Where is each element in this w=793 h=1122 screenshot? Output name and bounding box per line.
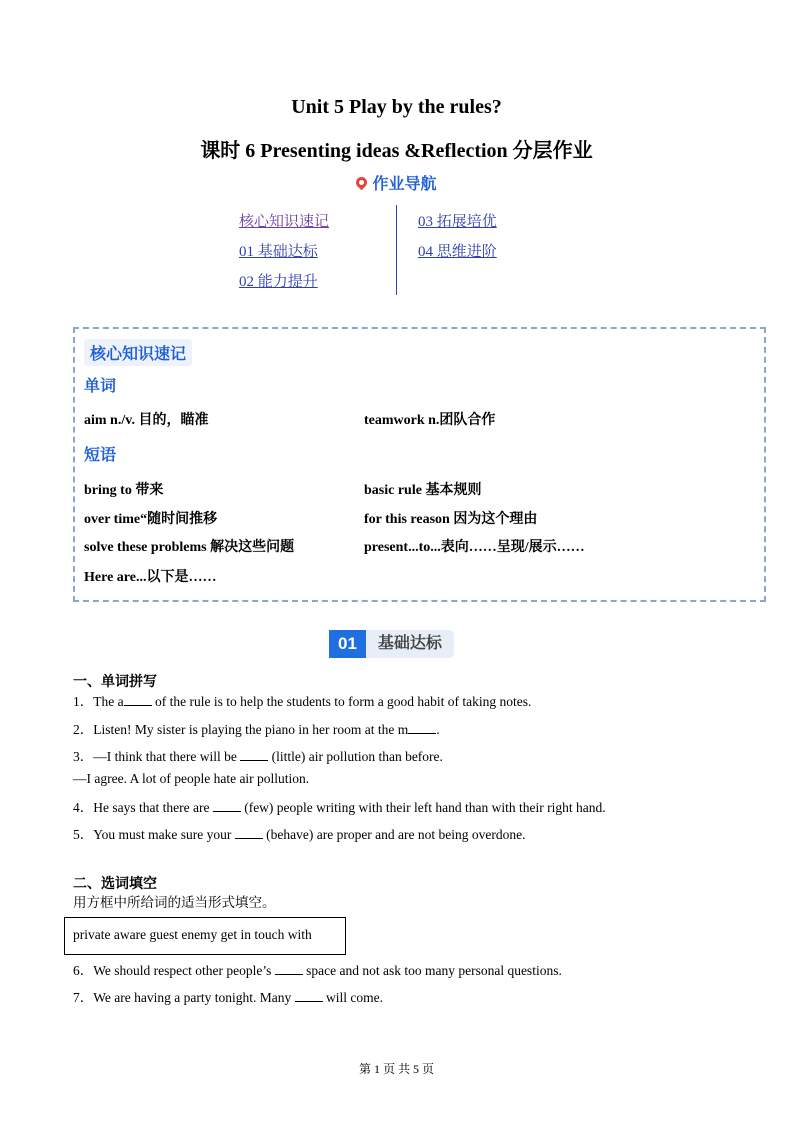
- phrase-item: basic rule 基本规则: [364, 483, 482, 498]
- question-5-text-a: 5．You must make sure your: [73, 827, 235, 842]
- answer-blank[interactable]: [235, 826, 263, 839]
- nav-link-thinking[interactable]: 04 思维进阶: [418, 244, 497, 260]
- phrases-heading: 短语: [84, 447, 117, 464]
- question-6: [73, 959, 562, 979]
- answer-blank[interactable]: [408, 721, 436, 734]
- phrase-item: Here are...以下是……: [84, 570, 217, 585]
- word-item: aim n./v. 目的，瞄准: [84, 413, 209, 428]
- answer-blank[interactable]: [275, 962, 303, 975]
- section-badge: [329, 630, 454, 658]
- question-1-text-b: of the rule is to help the students to form a good habit of taking notes.: [151, 694, 532, 709]
- part1-heading: 一、单词拼写: [73, 675, 157, 690]
- word-item: teamwork n.团队合作: [364, 413, 496, 428]
- answer-blank[interactable]: [213, 799, 241, 812]
- knowledge-heading: 核心知识速记: [84, 339, 192, 366]
- phrase-item: for this reason 因为这个理由: [364, 512, 538, 527]
- question-2-text-b: .: [436, 722, 440, 737]
- nav-divider: [396, 205, 397, 295]
- nav-link-core-knowledge[interactable]: 核心知识速记: [239, 214, 330, 230]
- section-number: 01: [329, 630, 366, 658]
- phrase-item: present...to...表向……呈现/展示……: [364, 540, 585, 555]
- lesson-title: 课时 6 Presenting ideas &Reflection 分层作业: [200, 140, 593, 162]
- section-title: 基础达标: [366, 630, 454, 658]
- question-5-text-b: (behave) are proper and are not being overdone.: [262, 827, 526, 842]
- phrase-item: over time“随时间推移: [84, 512, 218, 527]
- part2-heading: 二、选词填空: [73, 877, 157, 892]
- question-3: [73, 745, 443, 765]
- question-6-text-b: space and not ask too many personal questions.: [302, 963, 562, 978]
- answer-blank[interactable]: [295, 989, 323, 1002]
- page-number: 第 1 页 共 5 页: [358, 1062, 434, 1076]
- unit-title: Unit 5 Play by the rules?: [291, 96, 502, 118]
- question-4-text-a: 4．He says that there are: [73, 800, 213, 815]
- location-pin-icon: [354, 175, 370, 191]
- question-1-text-a: 1．The a: [73, 694, 124, 709]
- nav-heading-text: 作业导航: [372, 176, 437, 193]
- question-6-text-a: 6．We should respect other people’s: [73, 963, 275, 978]
- question-7-text-b: will come.: [322, 990, 383, 1005]
- nav-link-extension[interactable]: 03 拓展培优: [418, 214, 497, 230]
- question-1: [73, 690, 531, 710]
- question-7-text-a: 7．We are having a party tonight. Many: [73, 990, 295, 1005]
- phrase-item: solve these problems 解决这些问题: [84, 540, 295, 555]
- word-box: private aware guest enemy get in touch with: [64, 917, 346, 955]
- nav-heading: [0, 171, 793, 194]
- nav-link-ability[interactable]: 02 能力提升: [239, 274, 318, 290]
- question-2: [73, 718, 440, 738]
- part2-instruction: 用方框中所给词的适当形式填空。: [73, 895, 276, 910]
- question-3-text-a: 3．—I think that there will be: [73, 749, 241, 764]
- question-5: [73, 823, 526, 843]
- phrase-item: bring to 带来: [84, 483, 164, 498]
- question-4: [73, 796, 606, 816]
- nav-link-basic[interactable]: 01 基础达标: [239, 244, 318, 260]
- question-3-reply: —I agree. A lot of people hate air pollution.: [73, 771, 310, 786]
- question-4-text-b: (few) people writing with their left hand than with their right hand.: [240, 800, 606, 815]
- answer-blank[interactable]: [240, 748, 268, 761]
- question-7: [73, 986, 383, 1006]
- knowledge-box: [73, 327, 766, 602]
- answer-blank[interactable]: [124, 693, 152, 706]
- question-2-text-a: 2．Listen! My sister is playing the piano in her room at the m: [73, 722, 409, 737]
- words-heading: 单词: [84, 378, 117, 395]
- question-3-text-b: (little) air pollution than before.: [268, 749, 443, 764]
